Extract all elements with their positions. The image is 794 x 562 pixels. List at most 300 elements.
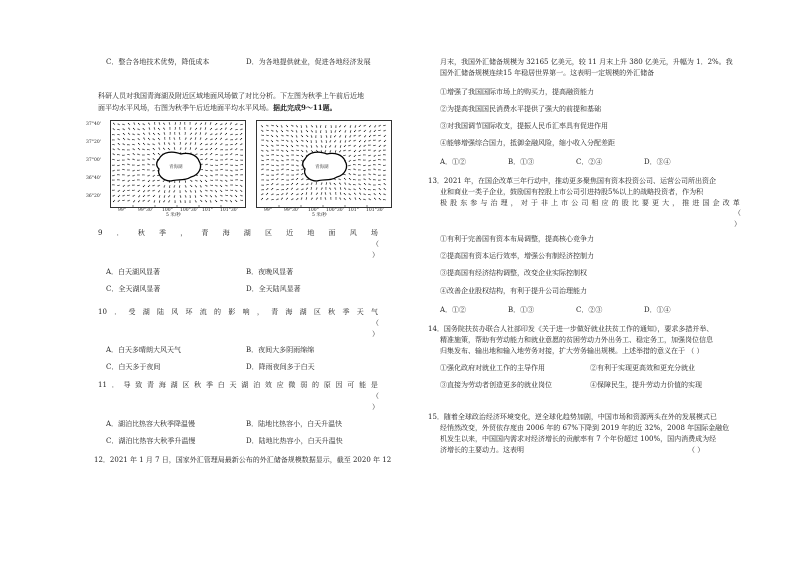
wind-arrow-head bbox=[217, 160, 218, 161]
wind-arrow-head bbox=[329, 182, 330, 183]
wind-arrow-head bbox=[325, 151, 326, 152]
intro-line-2-tail: 据此完成9～11题。 bbox=[273, 103, 337, 112]
lon-label-6: 101°30' bbox=[220, 208, 238, 213]
wind-arrow-head bbox=[164, 132, 165, 133]
wind-arrow-head bbox=[288, 169, 289, 170]
scale-label-left: 5 米/秒 bbox=[166, 213, 181, 218]
wind-arrow-head bbox=[216, 138, 217, 139]
wind-arrow-head bbox=[147, 175, 148, 176]
wind-arrow-head bbox=[282, 135, 283, 136]
wind-arrow-head bbox=[288, 155, 289, 156]
wind-arrow-head bbox=[331, 127, 332, 128]
wind-arrow-head bbox=[127, 185, 128, 186]
wind-arrow-head bbox=[137, 185, 138, 186]
wind-arrow-head bbox=[185, 147, 186, 148]
wind-arrow-head bbox=[164, 192, 165, 193]
q12-item-3: ③对我国调节国际收支，提振人民币汇率具有促进作用 bbox=[440, 122, 608, 130]
wind-arrow-head bbox=[353, 169, 354, 170]
wind-arrow-head bbox=[133, 153, 134, 154]
wind-arrow-head bbox=[384, 188, 385, 189]
wind-arrow-head bbox=[268, 155, 269, 156]
q8-option-d: D．为各地提供就业，促进各地经济发展 bbox=[246, 58, 371, 66]
q12-item-1: ①增强了我国国际市场上的购买力，提高融资能力 bbox=[440, 88, 594, 96]
q11-option-d: D．陆地比热容小，白天升温快 bbox=[246, 437, 343, 445]
q9-option-d: D．全天陆风显著 bbox=[246, 285, 301, 293]
wind-arrow-head bbox=[112, 165, 113, 166]
wind-arrow-head bbox=[159, 197, 160, 198]
wind-arrow-head bbox=[184, 122, 185, 123]
wind-arrow-head bbox=[273, 175, 274, 176]
wind-arrow-head bbox=[132, 175, 133, 176]
lat-label-2: 37°20' bbox=[86, 140, 101, 145]
wind-arrow-head bbox=[262, 150, 263, 151]
wind-arrow-head bbox=[122, 164, 123, 165]
q12-item-4: ④能够增强综合国力，抵御金融风险，缩小收入分配差距 bbox=[440, 139, 615, 147]
wind-arrow-head bbox=[205, 122, 206, 123]
q13-item-3: ③提高国有经济结构调整，改变企业实际控制权 bbox=[440, 269, 587, 277]
right.q13_line3_chars-char: 国 bbox=[702, 199, 710, 207]
wind-arrow-head bbox=[340, 147, 341, 148]
wind-arrow-head bbox=[226, 201, 227, 202]
wind-arrow-head bbox=[217, 170, 218, 171]
wind-arrow-head bbox=[379, 151, 380, 152]
wind-arrow-head bbox=[163, 128, 164, 129]
wind-arrow-head bbox=[263, 164, 264, 165]
wind-arrow-head bbox=[368, 169, 369, 170]
lon-label-1: 99° bbox=[118, 208, 126, 213]
wind-arrow-head bbox=[231, 153, 232, 154]
wind-arrow-head bbox=[292, 141, 293, 142]
wind-arrow-head bbox=[180, 122, 181, 123]
lon-label-r1: 99° bbox=[264, 208, 272, 213]
wind-arrow-head bbox=[363, 174, 364, 175]
wind-arrow-head bbox=[277, 140, 278, 141]
wind-arrow-head bbox=[378, 159, 379, 160]
left.q11.stem_chars-char: 应 bbox=[276, 381, 284, 389]
wind-arrow-head bbox=[196, 148, 197, 149]
intro-line-1: 科研人员对我国青海湖及附近区域地面风场做了对比分析。下左图为秋季上午前后近地 bbox=[98, 92, 364, 100]
wind-arrow-head bbox=[283, 184, 284, 185]
wind-arrow-head bbox=[227, 149, 228, 150]
wind-arrow-head bbox=[301, 127, 302, 128]
wind-arrow-head bbox=[262, 198, 263, 199]
left.q9.stem_chars-char: 海 bbox=[222, 229, 230, 237]
wind-arrow-head bbox=[237, 165, 238, 166]
left.q11.stem_chars-char: 季 bbox=[205, 381, 213, 389]
wind-arrow-head bbox=[383, 159, 384, 160]
wind-arrow-head bbox=[369, 136, 370, 137]
wind-arrow-head bbox=[143, 138, 144, 139]
wind-arrow-head bbox=[202, 159, 203, 160]
wind-arrow-head bbox=[311, 147, 312, 148]
wind-arrow-head bbox=[262, 169, 263, 170]
wind-arrow-head bbox=[306, 197, 307, 198]
wind-arrow-head bbox=[123, 143, 124, 144]
wind-arrow-head bbox=[231, 123, 232, 124]
left.q11.stem_chars-char: 天 bbox=[229, 381, 237, 389]
wind-arrow-head bbox=[168, 148, 169, 149]
wind-arrow-head bbox=[241, 133, 242, 134]
wind-arrow-head bbox=[335, 192, 336, 193]
wind-arrow-head bbox=[268, 164, 269, 165]
wind-arrow-head bbox=[147, 154, 148, 155]
q10-option-d: D．降雨夜间多于白天 bbox=[246, 363, 315, 371]
wind-arrow-head bbox=[302, 156, 303, 157]
left.q9.stem_chars-char: 9 bbox=[98, 229, 103, 237]
q13-paren-close: ） bbox=[734, 220, 741, 228]
wind-arrow-head bbox=[137, 174, 138, 175]
wind-arrow-head bbox=[158, 143, 159, 144]
wind-arrow-head bbox=[237, 160, 238, 161]
wind-arrow-head bbox=[222, 169, 223, 170]
wind-arrow-head bbox=[231, 170, 232, 171]
wind-arrow-head bbox=[148, 186, 149, 187]
wind-arrow-head bbox=[196, 133, 197, 134]
wind-arrow-head bbox=[297, 198, 298, 199]
wind-arrow-head bbox=[326, 142, 327, 143]
wind-arrow-head bbox=[147, 144, 148, 145]
wind-arrow-head bbox=[325, 197, 326, 198]
wind-arrow-head bbox=[227, 164, 228, 165]
wind-arrow-head bbox=[282, 160, 283, 161]
lon-label-r6: 101°30' bbox=[366, 208, 384, 213]
wind-arrow-head bbox=[307, 141, 308, 142]
wind-arrow-head bbox=[127, 200, 128, 201]
wind-arrow-head bbox=[335, 146, 336, 147]
wind-arrow-head bbox=[277, 199, 278, 200]
wind-arrow-head bbox=[202, 175, 203, 176]
wind-arrow-head bbox=[191, 181, 192, 182]
wind-arrow-head bbox=[288, 164, 289, 165]
wind-arrow-head bbox=[206, 186, 207, 187]
wind-arrow-head bbox=[133, 122, 134, 123]
wind-arrow-head bbox=[236, 196, 237, 197]
wind-arrow-head bbox=[359, 126, 360, 127]
wind-arrow-head bbox=[221, 128, 222, 129]
wind-arrow-head bbox=[241, 138, 242, 139]
wind-arrow-head bbox=[359, 151, 360, 152]
wind-arrow-head bbox=[353, 184, 354, 185]
left.q9.stem_chars-char: 场 bbox=[370, 229, 378, 237]
wind-arrow-head bbox=[325, 192, 326, 193]
left.q10.stem_chars-char: 影 bbox=[228, 308, 236, 316]
wind-arrow-head bbox=[174, 197, 175, 198]
wind-arrow-head bbox=[154, 122, 155, 123]
wind-arrow-head bbox=[236, 138, 237, 139]
left.q9.stem_chars-char: 秋 bbox=[137, 229, 145, 237]
right.q13_line3_chars-char: 革 bbox=[732, 199, 740, 207]
wind-arrow-head bbox=[374, 151, 375, 152]
q14-line-1: 14．国务院扶贫办联合人社部印发《关于进一步做好就业扶贫工作的通知》，要求多措并举、 bbox=[428, 325, 714, 333]
lake-label: 青海湖 bbox=[169, 165, 183, 170]
wind-arrow-head bbox=[117, 129, 118, 130]
q13-line-3 bbox=[440, 199, 740, 208]
wind-arrow-head bbox=[272, 141, 273, 142]
wind-arrow-head bbox=[152, 164, 153, 165]
wind-arrow-head bbox=[222, 155, 223, 156]
wind-arrow-head bbox=[226, 139, 227, 140]
wind-arrow-head bbox=[348, 150, 349, 151]
wind-arrow-head bbox=[231, 201, 232, 202]
q11-stem bbox=[98, 381, 378, 390]
wind-arrow-head bbox=[164, 186, 165, 187]
wind-arrow-head bbox=[363, 170, 364, 171]
right.q13_line3_chars-char: 进 bbox=[692, 199, 700, 207]
wind-arrow-head bbox=[373, 184, 374, 185]
wind-arrow-head bbox=[164, 137, 165, 138]
wind-arrow-head bbox=[190, 147, 191, 148]
left.q11.stem_chars-char: 秋 bbox=[194, 381, 202, 389]
wind-arrow-head bbox=[236, 123, 237, 124]
wind-arrow-head bbox=[174, 147, 175, 148]
wind-arrow-head bbox=[113, 196, 114, 197]
wind-arrow-head bbox=[153, 148, 154, 149]
wind-arrow-head bbox=[242, 160, 243, 161]
wind-arrow-head bbox=[302, 184, 303, 185]
wind-arrow-head bbox=[325, 187, 326, 188]
wind-arrow-head bbox=[268, 130, 269, 131]
wind-arrow-head bbox=[292, 193, 293, 194]
left.q9.stem_chars-char: 近 bbox=[286, 229, 294, 237]
wind-arrow-head bbox=[350, 132, 351, 133]
q11-option-c: C．湖泊比热容大秋季升温慢 bbox=[106, 437, 196, 445]
right.q13_line3_chars-char: 司 bbox=[581, 199, 589, 207]
wind-arrow-head bbox=[302, 141, 303, 142]
wind-arrow-head bbox=[226, 175, 227, 176]
wind-arrow-head bbox=[163, 148, 164, 149]
wind-arrow-head bbox=[320, 132, 321, 133]
wind-arrow-head bbox=[132, 144, 133, 145]
right.q13_line3_chars-char: 对 bbox=[520, 199, 528, 207]
wind-arrow-head bbox=[302, 189, 303, 190]
wind-arrow-head bbox=[364, 146, 365, 147]
wind-arrow-head bbox=[363, 150, 364, 151]
wind-arrow-head bbox=[201, 143, 202, 144]
wind-arrow-head bbox=[287, 151, 288, 152]
wind-arrow-head bbox=[132, 165, 133, 166]
wind-arrow-head bbox=[378, 169, 379, 170]
wind-arrow-head bbox=[297, 160, 298, 161]
left.q10.stem_chars-char: 风 bbox=[171, 308, 179, 316]
wind-arrow-head bbox=[211, 139, 212, 140]
wind-arrow-head bbox=[353, 179, 354, 180]
wind-arrow-head bbox=[132, 134, 133, 135]
wind-arrow-head bbox=[202, 169, 203, 170]
wind-arrow-head bbox=[297, 188, 298, 189]
wind-arrow-head bbox=[383, 175, 384, 176]
wind-arrow-head bbox=[349, 161, 350, 162]
wind-arrow-head bbox=[138, 138, 139, 139]
wind-arrow-head bbox=[358, 179, 359, 180]
left.q9.stem_chars-char: 区 bbox=[264, 229, 272, 237]
wind-arrow-head bbox=[117, 170, 118, 171]
q10-option-c: C．白天多于夜间 bbox=[106, 363, 161, 371]
wind-arrow-head bbox=[242, 155, 243, 156]
lon-label-r4: 100°30' bbox=[326, 208, 344, 213]
wind-arrow-head bbox=[273, 150, 274, 151]
wind-arrow-head bbox=[201, 164, 202, 165]
wind-arrow-head bbox=[221, 133, 222, 134]
wind-arrow-head bbox=[217, 174, 218, 175]
wind-arrow-head bbox=[359, 146, 360, 147]
wind-arrow-head bbox=[216, 148, 217, 149]
wind-arrow-head bbox=[349, 156, 350, 157]
wind-arrow-head bbox=[133, 128, 134, 129]
wind-arrow-head bbox=[232, 159, 233, 160]
wind-arrow-head bbox=[359, 188, 360, 189]
left.q11.stem_chars-char: ． bbox=[111, 381, 119, 389]
wind-arrow-head bbox=[175, 127, 176, 128]
wind-arrow-head bbox=[379, 188, 380, 189]
left.q10.stem_chars-char: 流 bbox=[199, 308, 207, 316]
wind-arrow-head bbox=[168, 196, 169, 197]
wind-arrow-head bbox=[158, 133, 159, 134]
right.q13_line3_chars-char: 企 bbox=[712, 199, 720, 207]
wind-arrow-head bbox=[143, 123, 144, 124]
wind-arrow-head bbox=[384, 146, 385, 147]
wind-arrow-head bbox=[359, 136, 360, 137]
wind-arrow-head bbox=[117, 185, 118, 186]
wind-arrow-head bbox=[232, 175, 233, 176]
wind-arrow-head bbox=[273, 154, 274, 155]
wind-arrow-head bbox=[359, 198, 360, 199]
wind-arrow-head bbox=[334, 188, 335, 189]
wind-arrow-head bbox=[142, 169, 143, 170]
wind-arrow-head bbox=[237, 170, 238, 171]
wind-arrow-head bbox=[168, 143, 169, 144]
wind-arrow-head bbox=[267, 198, 268, 199]
wind-arrow-head bbox=[330, 197, 331, 198]
left.q9.stem_chars-char: 风 bbox=[349, 229, 357, 237]
wind-arrow-head bbox=[231, 196, 232, 197]
wind-arrow-head bbox=[344, 193, 345, 194]
wind-arrow-head bbox=[237, 129, 238, 130]
q12-line-2: 月末，我国外汇储备规模为 32165 亿美元，较 11 月末上升 380 亿美元，升幅为 1．2%。我 bbox=[440, 58, 733, 66]
lat-label-3: 37°00' bbox=[86, 158, 101, 163]
wind-arrow-head bbox=[206, 201, 207, 202]
wind-arrow-head bbox=[169, 191, 170, 192]
wind-arrow-head bbox=[282, 169, 283, 170]
left.q9.stem_chars-char: ． bbox=[116, 229, 124, 237]
wind-arrow-head bbox=[112, 139, 113, 140]
wind-arrow-head bbox=[287, 126, 288, 127]
left.q11.stem_chars-char: 微 bbox=[288, 381, 296, 389]
wind-arrow-head bbox=[311, 187, 312, 188]
lake-label: 青海湖 bbox=[315, 165, 329, 170]
wind-arrow-head bbox=[142, 164, 143, 165]
wind-arrow-head bbox=[153, 153, 154, 154]
wind-arrow-head bbox=[211, 153, 212, 154]
wind-arrow-head bbox=[334, 136, 335, 137]
wind-arrow-head bbox=[268, 180, 269, 181]
wind-arrow-head bbox=[231, 148, 232, 149]
wind-arrow-head bbox=[153, 133, 154, 134]
wind-arrow-head bbox=[272, 183, 273, 184]
wind-arrow-head bbox=[242, 180, 243, 181]
wind-arrow-head bbox=[369, 178, 370, 179]
q13-line-1: 13．2021 年，在国企改革三年行动中，推动更多聚焦国有资本投资公司、运营公司所出资企 bbox=[428, 177, 716, 185]
wind-arrow-head bbox=[191, 191, 192, 192]
wind-arrow-head bbox=[148, 181, 149, 182]
wind-arrow-head bbox=[383, 170, 384, 171]
wind-arrow-head bbox=[127, 195, 128, 196]
wind-arrow-head bbox=[302, 178, 303, 179]
wind-arrow-head bbox=[138, 123, 139, 124]
wind-arrow-head bbox=[190, 127, 191, 128]
wind-arrow-head bbox=[311, 137, 312, 138]
wind-arrow-head bbox=[216, 143, 217, 144]
wind-arrow-head bbox=[321, 137, 322, 138]
wind-arrow-head bbox=[278, 150, 279, 151]
wind-arrow-head bbox=[206, 176, 207, 177]
wind-arrow-head bbox=[384, 141, 385, 142]
wind-arrow-head bbox=[288, 174, 289, 175]
wind-arrow-head bbox=[378, 180, 379, 181]
wind-arrow-head bbox=[118, 196, 119, 197]
wind-arrow-head bbox=[202, 154, 203, 155]
wind-arrow-head bbox=[334, 141, 335, 142]
wind-arrow-head bbox=[173, 143, 174, 144]
q10-option-b: B．夜间大多阴雨绵绵 bbox=[246, 346, 315, 354]
wind-arrow-head bbox=[282, 156, 283, 157]
wind-arrow-head bbox=[283, 140, 284, 141]
wind-arrow-head bbox=[354, 151, 355, 152]
wind-arrow-head bbox=[113, 153, 114, 154]
wind-arrow-head bbox=[298, 155, 299, 156]
wind-arrow-head bbox=[379, 146, 380, 147]
wind-arrow-head bbox=[173, 191, 174, 192]
wind-arrow-head bbox=[137, 160, 138, 161]
q14-option-3: ③直接为劳动者创造更多的就业岗位 bbox=[440, 381, 552, 389]
wind-arrow-head bbox=[297, 194, 298, 195]
q9-option-c: C．全天湖风显著 bbox=[106, 285, 161, 293]
wind-arrow-head bbox=[152, 143, 153, 144]
wind-arrow-head bbox=[344, 146, 345, 147]
wind-arrow-head bbox=[373, 179, 374, 180]
right.q13_line3_chars-char: 股 bbox=[450, 199, 458, 207]
wind-arrow-head bbox=[316, 127, 317, 128]
wind-arrow-head bbox=[149, 127, 150, 128]
right.q13_line3_chars-char: ， bbox=[510, 199, 518, 207]
wind-arrow-head bbox=[329, 188, 330, 189]
wind-arrow-head bbox=[307, 136, 308, 137]
wind-arrow-head bbox=[283, 164, 284, 165]
q14-option-2: ②有利于实现更高效和更充分就业 bbox=[590, 364, 695, 372]
wind-arrow-head bbox=[232, 184, 233, 185]
q13-item-1: ①有利于完善国有资本布局调整，提高核心竞争力 bbox=[440, 235, 594, 243]
wind-arrow-head bbox=[368, 194, 369, 195]
wind-arrow-head bbox=[142, 180, 143, 181]
wind-arrow-head bbox=[117, 165, 118, 166]
wind-arrow-head bbox=[132, 159, 133, 160]
wind-arrow-head bbox=[163, 123, 164, 124]
wind-arrow-head bbox=[273, 179, 274, 180]
wind-arrow-head bbox=[353, 164, 354, 165]
wind-arrow-head bbox=[364, 188, 365, 189]
wind-arrow-head bbox=[301, 197, 302, 198]
wind-arrow-head bbox=[185, 138, 186, 139]
wind-arrow-head bbox=[322, 188, 323, 189]
wind-arrow-head bbox=[122, 200, 123, 201]
q15-line-4: 济增长的主要动力。这表明 bbox=[440, 446, 524, 454]
wind-arrow-head bbox=[195, 192, 196, 193]
wind-arrow-head bbox=[123, 191, 124, 192]
wind-arrow-head bbox=[348, 145, 349, 146]
wind-arrow-head bbox=[185, 182, 186, 183]
wind-arrow-head bbox=[311, 192, 312, 193]
wind-arrow-head bbox=[317, 146, 318, 147]
wind-arrow-head bbox=[196, 128, 197, 129]
